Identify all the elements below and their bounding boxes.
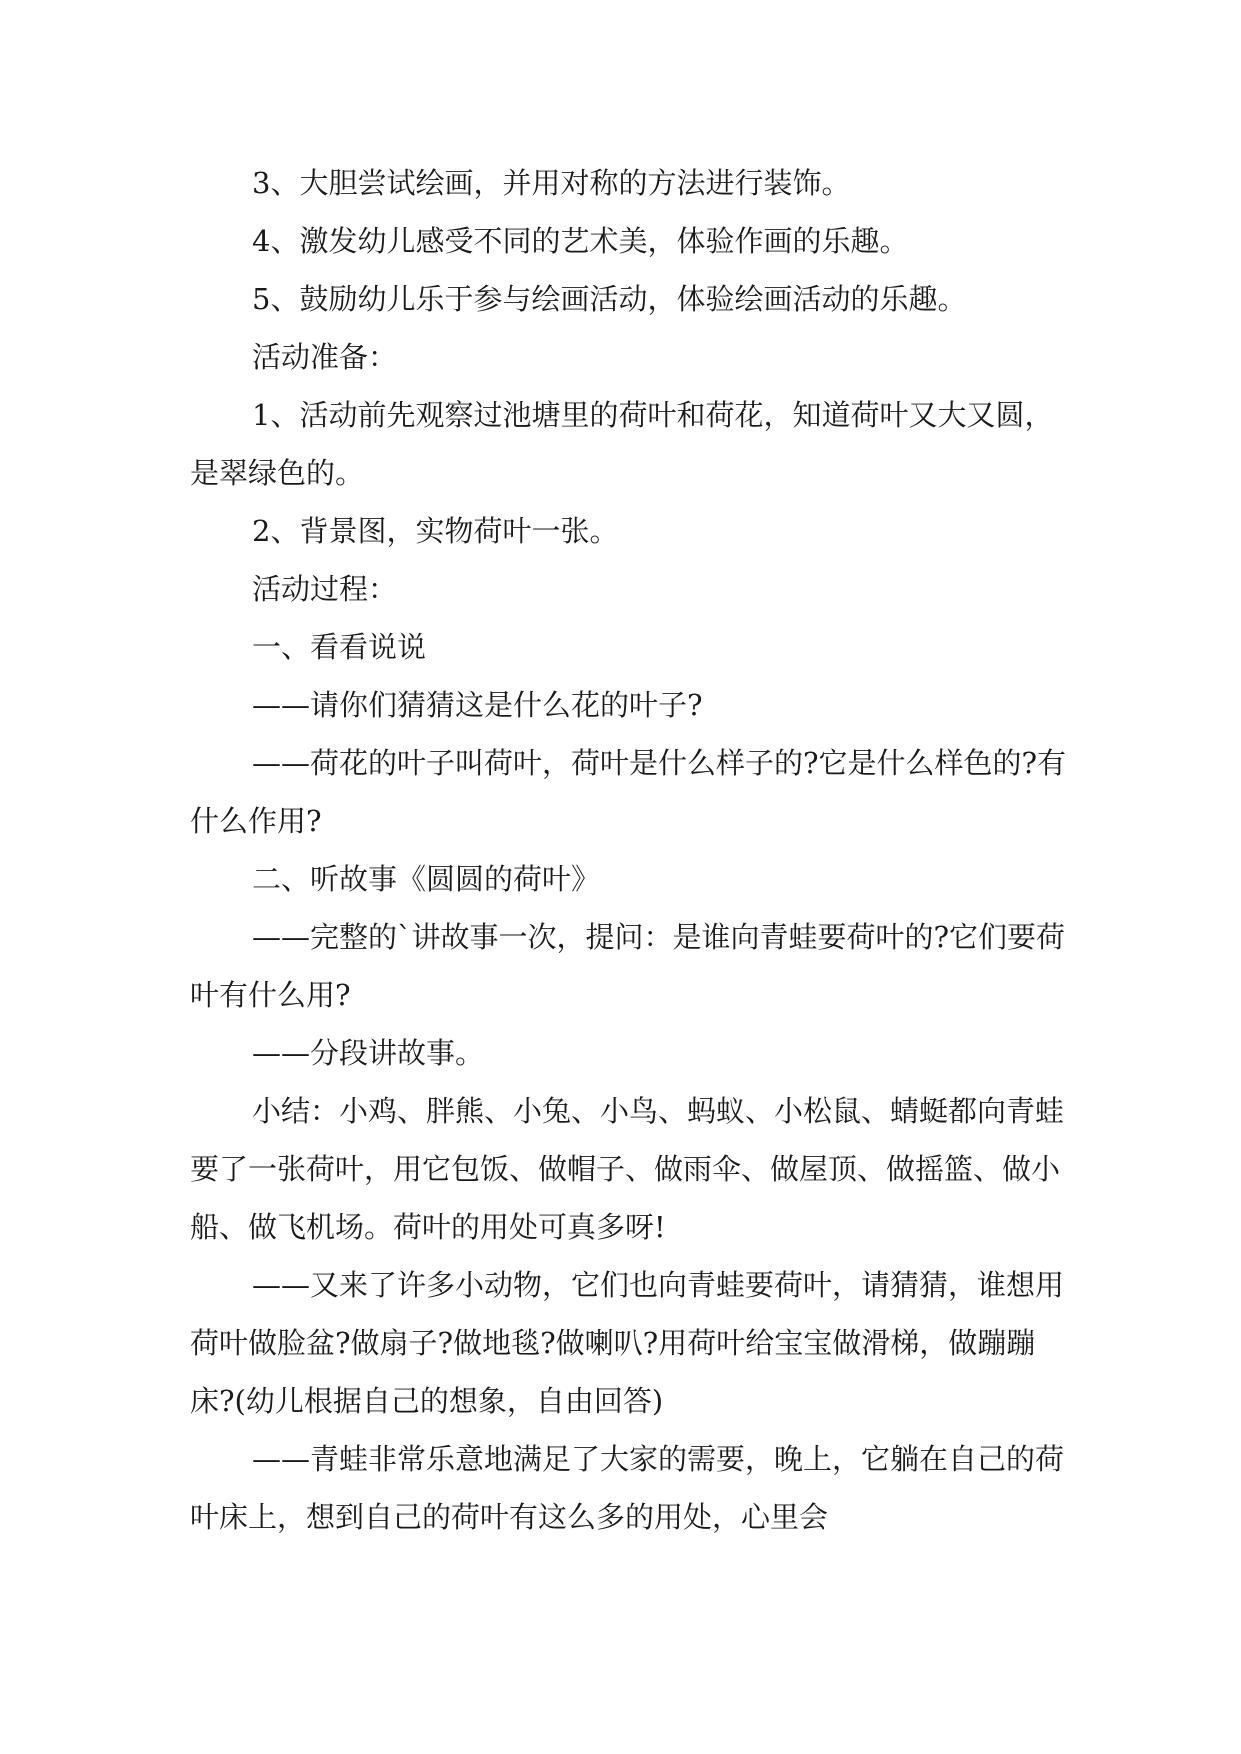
paragraph-preparation-1: 1、活动前先观察过池塘里的荷叶和荷花，知道荷叶又大又圆，是翠绿色的。 [190,398,1054,490]
paragraph-more-animals: ——又来了许多小动物，它们也向青蛙要荷叶，请猜猜，谁想用荷叶做脸盆?做扇子?做地毯?做喇叭?用荷叶给宝宝做滑梯，做蹦蹦床?(幼儿根据自己的想象，自由回答) [190,1268,1065,1418]
document-body [190,154,1070,1546]
subheading-story: 二、听故事《圆圆的荷叶》 [252,862,601,896]
paragraph-preparation-2: 2、背景图，实物荷叶一张。 [252,514,619,548]
paragraph-summary: 小结：小鸡、胖熊、小兔、小鸟、蚂蚁、小松鼠、蜻蜓都向青蛙要了一张荷叶，用它包饭、做帽子、做雨伞、做屋顶、做摇篮、做小船、做飞机场。荷叶的用处可真多呀! [190,1094,1065,1244]
paragraph-lotus-leaf-description: ——荷花的叶子叫荷叶，荷叶是什么样子的?它是什么样色的?有什么作用? [190,746,1067,838]
paragraph-tell-story: ——完整的`讲故事一次，提问：是谁向青蛙要荷叶的?它们要荷叶有什么用? [190,920,1066,1012]
paragraph-goal-3: 3、大胆尝试绘画，并用对称的方法进行装饰。 [252,166,851,200]
section-heading-process: 活动过程： [252,572,398,606]
paragraph-goal-4: 4、激发幼儿感受不同的艺术美，体验作画的乐趣。 [252,224,909,258]
paragraph-frog-satisfied: ——青蛙非常乐意地满足了大家的需要，晚上，它躺在自己的荷叶床上，想到自己的荷叶有这么多的用处，心里会 [190,1442,1065,1534]
paragraph-question-guess: ——请你们猜猜这是什么花的叶子? [252,688,703,722]
paragraph-segment-story: ——分段讲故事。 [252,1036,485,1070]
paragraph-goal-5: 5、鼓励幼儿乐于参与绘画活动，体验绘画活动的乐趣。 [252,282,967,316]
subheading-look-and-talk: 一、看看说说 [252,630,427,664]
section-heading-preparation: 活动准备： [252,340,398,374]
